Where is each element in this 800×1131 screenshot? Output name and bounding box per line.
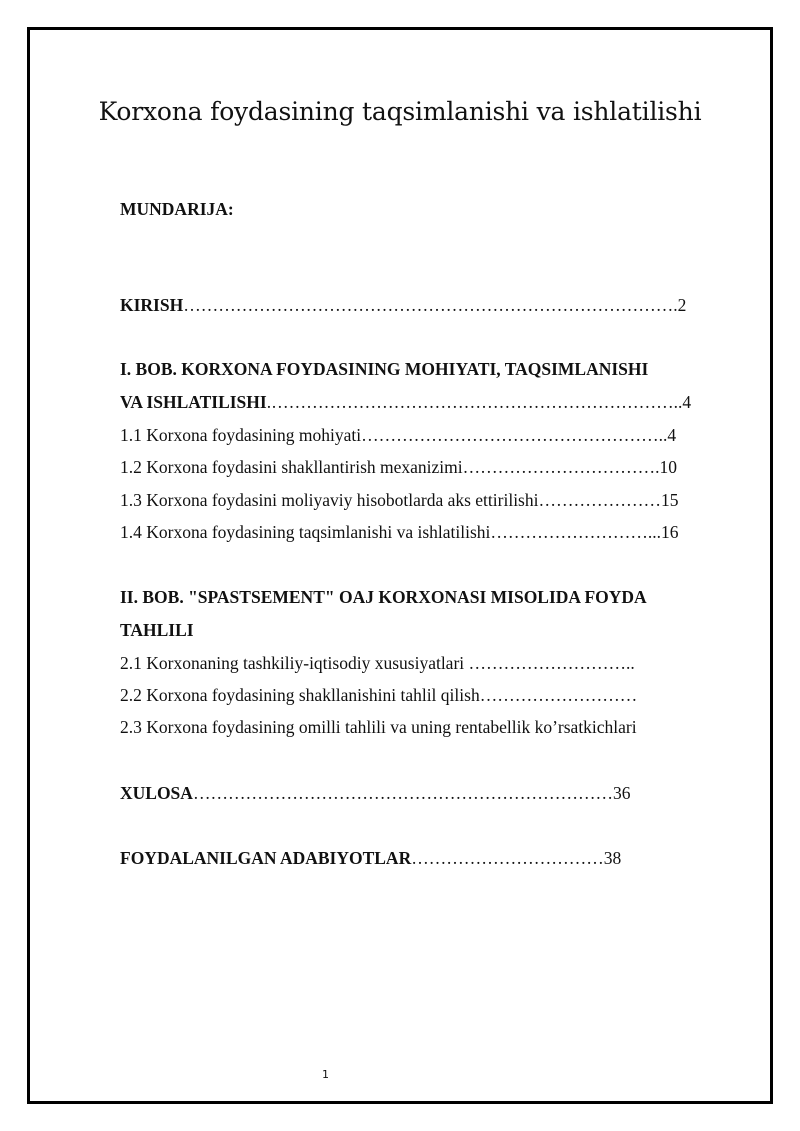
toc-entry-label: KIRISH [120, 295, 184, 315]
toc-entry-1-3 [120, 489, 678, 511]
toc-leader: ………………………... [490, 522, 662, 542]
toc-page: 4 [682, 392, 692, 412]
chapter2-heading-line2: TAHLILI [120, 620, 194, 640]
toc-entry-label: 1.2 Korxona foydasini shakllantirish mexanizimi [120, 457, 463, 477]
toc-entry-label: 1.4 Korxona foydasining taqsimlanishi va ishlatilishi [120, 522, 491, 542]
toc-entry-label: 2.2 Korxona foydasining shakllanishini tahlil qilish [120, 685, 480, 705]
toc-entry-2-2 [120, 684, 637, 706]
toc-entry-label: FOYDALANILGAN ADABIYOTLAR [120, 848, 412, 868]
toc-leader: ………………… [538, 490, 661, 510]
page-border [27, 27, 773, 1104]
toc-leader: …………………………………………………………………………. [183, 295, 678, 315]
chapter1-heading-line2 [120, 391, 691, 413]
toc-page: 36 [612, 783, 631, 803]
toc-entry-adabiyotlar [120, 847, 621, 869]
document-title: Korxona foydasining taqsimlanishi va ishlatilishi [98, 97, 702, 126]
toc-entry-1-4 [120, 521, 679, 543]
toc-entry-2-3 [120, 716, 637, 738]
toc-page: 38 [603, 848, 622, 868]
toc-page: 2 [677, 295, 687, 315]
toc-entry-kirish [120, 294, 686, 316]
toc-entry-label: 1.1 Korxona foydasining mohiyati [120, 425, 362, 445]
toc-heading: MUNDARIJA: [120, 199, 234, 219]
toc-leader: ……………………………………………………………… [192, 783, 613, 803]
toc-leader: ……………………… [479, 685, 638, 705]
toc-entry-label: 1.3 Korxona foydasini moliyaviy hisobotlarda aks ettirilishi [120, 490, 539, 510]
toc-entry-label: XULOSA [120, 783, 193, 803]
chapter1-heading-line1: I. BOB. KORXONA FOYDASINING MOHIYATI, TAQSIMLANISHI [120, 359, 649, 379]
toc-entry-label: 2.3 Korxona foydasining omilli tahlili va uning rentabellik ko’rsatkichlari [120, 717, 637, 737]
toc-entry-label: 2.1 Korxonaning tashkiliy-iqtisodiy xususiyatlari [120, 653, 469, 673]
toc-entry-1-1 [120, 424, 676, 446]
toc-leader: .…………………………………………………………….. [266, 392, 683, 412]
toc-leader: ……………………….. [468, 653, 635, 673]
toc-entry-label: VA ISHLATILISHI [120, 392, 267, 412]
toc-page: 10 [659, 457, 678, 477]
toc-entry-xulosa [120, 782, 630, 804]
toc-leader: ……………………………. [462, 457, 660, 477]
page-number: 1 [322, 1068, 329, 1081]
toc-entry-1-2 [120, 456, 677, 478]
chapter2-heading-line1: II. BOB. "SPASTSEMENT" OAJ KORXONASI MISOLIDA FOYDA [120, 587, 647, 607]
toc-leader: …………………………… [411, 848, 604, 868]
toc-entry-2-1 [120, 652, 635, 674]
toc-leader: …………………………………………….. [361, 425, 668, 445]
toc-page: 16 [661, 522, 679, 542]
toc-page: 15 [660, 490, 679, 510]
toc-page: 4 [667, 425, 677, 445]
